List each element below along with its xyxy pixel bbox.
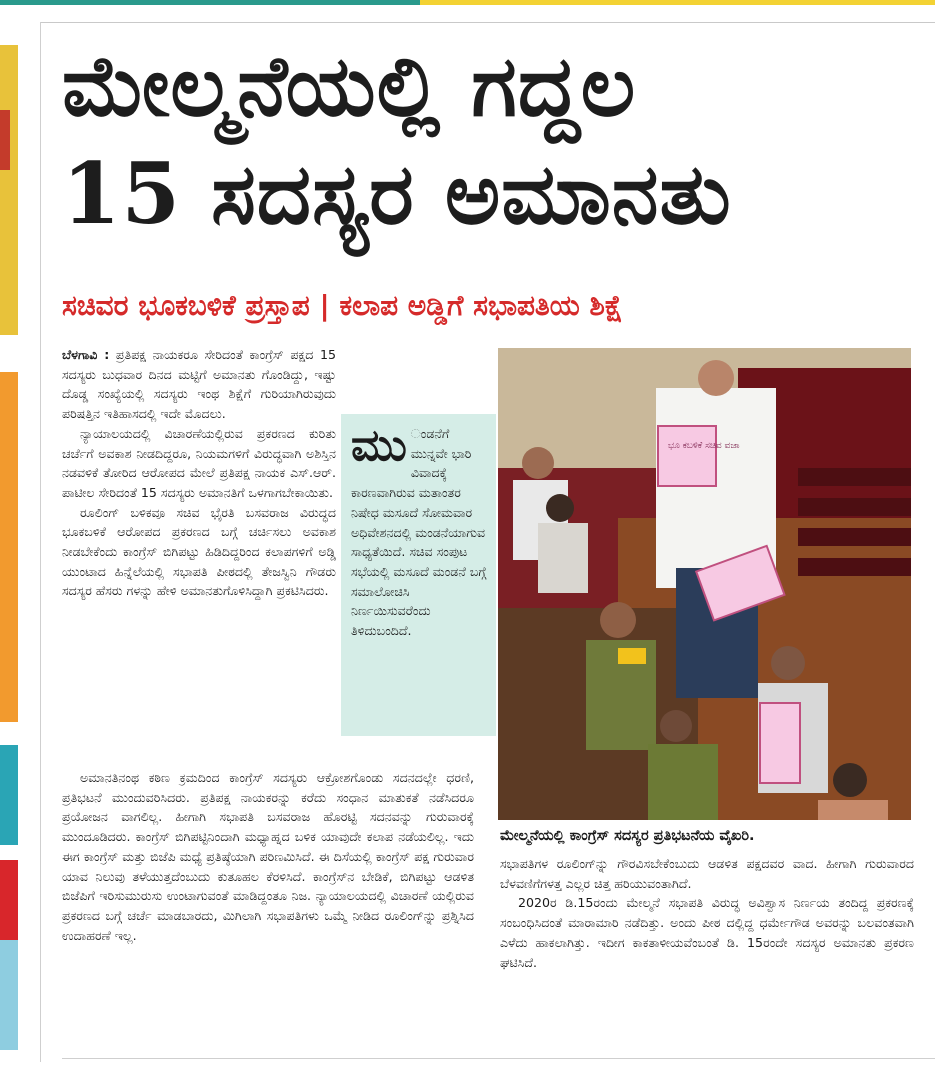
article-paragraph-2: ನ್ಯಾಯಾಲಯದಲ್ಲಿ ವಿಚಾರಣೆಯಲ್ಲಿರುವ ಪ್ರಕರಣದ ಕುರಿತು ಚರ್ಚೆಗೆ ಅವಕಾಶ ನೀಡದಿದ್ದರೂ, ನಿಯಮಗಳಿಗೆ ವಿರುದ್ಧವಾಗಿ ಅಶಿಸ್ತಿನ ನಡವಳಿಕೆ ತೋರಿದ ಆರೋಪದ ಮೇಲೆ ಪ್ರತಿಪಕ್ಷ ನಾಯಕ ಎಸ್.ಆರ್. ಪಾಟೀಲ ಸೇರಿದಂತೆ 15 ಸದಸ್ಯರು ಅಮಾನತಿಗೆ ಒಳಗಾಗಬೇಕಾಯಿತು. <box>62 425 336 500</box>
photo-caption: ಮೇಲ್ಮನೆಯಲ್ಲಿ ಕಾಂಗ್ರೆಸ್ ಸದಸ್ಯರ ಪ್ರತಿಭಟನೆಯ ವೈಖರಿ. <box>500 828 755 844</box>
sidebar-text <box>351 420 488 641</box>
article-paragraph-3: ರೂಲಿಂಗ್ ಬಳಿಕವೂ ಸಚಿವ ಭೈರತಿ ಬಸವರಾಜ ವಿರುದ್ಧದ ಭೂಕಬಳಿಕೆ ಆರೋಪದ ಪ್ರಕರಣದ ಬಗ್ಗೆ ಚರ್ಚಿಸಲು ಅವಕಾಶ ನೀಡಬೇಕೆಂದು ಕಾಂಗ್ರೆಸ್ ಬಿಗಿಪಟ್ಟು ಹಿಡಿದಿದ್ದರಿಂದ ಕಲಾಪಗಳಿಗೆ ಅಡ್ಡಿ ಯುಂಟಾದ ಹಿನ್ನೆಲೆಯಲ್ಲಿ ಸಭಾಪತಿ ಪೀಠದಲ್ಲಿ ತೇಜಸ್ವಿನಿ ಗೌಡರು ಸದಸ್ಯರ ಹೆಸರು ಗಳನ್ನು ಹೇಳಿ ಅಮಾನತುಗೊಳಿಸಿದ್ದಾಗಿ ಪ್ರಕಟಿಸಿದರು. <box>62 504 336 599</box>
sidebar-box <box>341 414 496 736</box>
article-wide-block <box>62 768 474 945</box>
bottom-rule <box>62 1058 935 1059</box>
headline-line-2: 15 ಸದಸ್ಯರ ಅಮಾನತು <box>62 144 732 243</box>
article-paragraph-1: ಪ್ರತಿಪಕ್ಷ ನಾಯಕರೂ ಸೇರಿದಂತೆ ಕಾಂಗ್ರೆಸ್ ಪಕ್ಷದ 15 ಸದಸ್ಯರು ಬುಧವಾರ ದಿನದ ಮಟ್ಟಿಗೆ ಅಮಾನತು ಗೊಂಡಿದ್ದು, ಇಷ್ಟು ದೊಡ್ಡ ಸಂಖ್ಯೆಯಲ್ಲಿ ಸದಸ್ಯರು ಇಂಥ ಶಿಕ್ಷೆಗೆ ಗುರಿಯಾಗಿರುವುದು ಪರಿಷತ್ತಿನ ಇತಿಹಾಸದಲ್ಲಿ ಇದೇ ಮೊದಲು. <box>62 347 336 422</box>
article-column-1 <box>62 345 336 601</box>
strip-block-blue <box>0 940 18 1050</box>
article-paragraph-4: ಅಮಾನತಿನಂಥ ಕಠಿಣ ಕ್ರಮದಿಂದ ಕಾಂಗ್ರೆಸ್ ಸದಸ್ಯರು ಆಕ್ರೋಶಗೊಂಡು ಸದನದಲ್ಲೇ ಧರಣಿ, ಪ್ರತಿಭಟನೆ ಮುಂದುವರಿಸಿದರು. ಪ್ರತಿಪಕ್ಷ ನಾಯಕರನ್ನು ಕರೆದು ಸಂಧಾನ ಮಾತುಕತೆ ನಡೆಸಿದರೂ ಪ್ರಯೋಜನ ವಾಗಲಿಲ್ಲ. ಹೀಗಾಗಿ ಸಭಾಪತಿ ಬಸವರಾಜ ಹೊರಟ್ಟಿ ಸದನವನ್ನು ಗುರುವಾರಕ್ಕೆ ಮುಂದೂಡಿದರು. ಕಾಂಗ್ರೆಸ್ ಬಿಗಿಪಟ್ಟಿನಿಂದಾಗಿ ಮಧ್ಯಾಹ್ನದ ಬಳಿಕ ಯಾವುದೇ ಕಲಾಪ ನಡೆಯಲಿಲ್ಲ. ಇದು ಈಗ ಕಾಂಗ್ರೆಸ್ ಮತ್ತು ಬಿಜೆಪಿ ಮಧ್ಯೆ ಪ್ರತಿಷ್ಠೆಯಾಗಿ ಪರಿಣಮಿಸಿದೆ. ಈ ದಿಸೆಯಲ್ಲಿ ಕಾಂಗ್ರೆಸ್ ಪಕ್ಷ ಗುರುವಾರ ಯಾವ ನಿಲುವು ತಳೆಯುತ್ತದೆಂಬುದು ಕುತೂಹಲ ಕೆರಳಿಸಿದೆ. ಕಾಂಗ್ರೆಸ್‌ನ ಬೇಡಿಕೆ, ಬಿಗಿಪಟ್ಟು ಆಡಳಿತ ಬಿಜೆಪಿಗೆ ಇರಿಸುಮುರುಸು ಉಂಟಾಗುವಂತೆ ಮಾಡಿದ್ದಂತೂ ನಿಜ. ನ್ಯಾಯಾಲಯದಲ್ಲಿ ವಿಚಾರಣೆ ಯಲ್ಲಿರುವ ಪ್ರಕರಣದ ಬಗ್ಗೆ ಚರ್ಚೆ ಮಾಡಬಾರದು, ಮಿಗಿಲಾಗಿ ಸಭಾಪತಿಗಳು ಒಮ್ಮೆ ನೀಡಿದ ರೂಲಿಂಗ್‌ನ್ನು ಪ್ರಶ್ನಿಸಿದ ಉದಾಹರಣೆ ಇಲ್ಲ. <box>62 770 474 943</box>
strip-block-red <box>0 110 10 170</box>
dateline: ಬೆಳಗಾವಿ : <box>62 347 110 362</box>
strip-block-teal <box>0 745 18 845</box>
dropcap: ಮು <box>351 420 407 471</box>
top-color-bar-yellow <box>420 0 935 5</box>
headline-line-1: ಮೇಲ್ಮನೆಯಲ್ಲಿ ಗದ್ದಲ <box>62 36 637 135</box>
column-rule <box>40 22 41 1062</box>
headline <box>62 32 922 248</box>
strip-block-orange <box>0 372 18 722</box>
adjacent-page-strip <box>0 0 22 1065</box>
article-column-3 <box>500 854 914 972</box>
placard-text: ಭೂ ಕಬಳಿಕೆ ಸಚಿವ ವಜಾ <box>668 441 740 451</box>
article-paragraph-5: ಸಭಾಪತಿಗಳ ರೂಲಿಂಗ್‌ನ್ನು ಗೌರವಿಸಬೇಕೆಂಬುದು ಆಡಳಿತ ಪಕ್ಷದವರ ವಾದ. ಹೀಗಾಗಿ ಗುರುವಾರದ ಬೆಳವಣಿಗೆಗಳತ್ತ ಎಲ್ಲರ ಚಿತ್ತ ಹರಿಯುವಂತಾಗಿದೆ. <box>500 856 914 891</box>
article-paragraph <box>62 345 336 424</box>
strip-block-yellow <box>0 45 18 335</box>
sidebar-body: ಂಡನೆಗೆ ಮುನ್ನವೇ ಭಾರಿ ವಿವಾದಕ್ಕೆ ಕಾರಣವಾಗಿರುವ ಮತಾಂತರ ನಿಷೇಧ ಮಸೂದೆ ಸೋಮವಾರ ಅಧಿವೇಶನದಲ್ಲಿ ಮಂಡನೆಯಾಗುವ ಸಾಧ್ಯತೆಯಿದೆ. ಸಚಿವ ಸಂಪುಟ ಸಭೆಯಲ್ಲಿ ಮಸೂದೆ ಮಂಡನೆ ಬಗ್ಗೆ ಸಮಾಲೋಚಿಸಿ ನಿರ್ಣಯಿಸುವರೆಂದು ತಿಳಿದುಬಂದಿದೆ. <box>351 426 487 639</box>
photo-illustration <box>498 348 911 820</box>
top-color-bar-teal <box>0 0 420 5</box>
top-rule <box>40 22 935 23</box>
subheadline: ಸಚಿವರ ಭೂಕಬಳಿಕೆ ಪ್ರಸ್ತಾಪ | ಕಲಾಪ ಅಡ್ಡಿಗೆ ಸಭಾಪತಿಯ ಶಿಕ್ಷೆ <box>62 289 623 322</box>
strip-block-red-2 <box>0 860 18 940</box>
article-paragraph-6: 2020ರ ಡಿ.15ರಂದು ಮೇಲ್ಮನೆ ಸಭಾಪತಿ ವಿರುದ್ಧ ಅವಿಶ್ವಾಸ ನಿರ್ಣಯ ತಂದಿದ್ದ ಪ್ರಕರಣಕ್ಕೆ ಸಂಬಂಧಿಸಿದಂತೆ ಮಾರಾಮಾರಿ ನಡೆದಿತ್ತು. ಅಂದು ಪೀಠ ದಲ್ಲಿದ್ದ ಧರ್ಮೇಗೌಡ ಅವರನ್ನು ಬಲವಂತವಾಗಿ ಎಳೆದು ಹಾಕಲಾಗಿತ್ತು. ಇದೀಗ ಕಾಕತಾಳೀಯವೆಂಬಂತೆ ಡಿ. 15ರಂದೇ ಸದಸ್ಯರ ಅಮಾನತು ಪ್ರಕರಣ ಘಟಿಸಿದೆ. <box>500 895 914 970</box>
news-photo <box>498 348 911 820</box>
